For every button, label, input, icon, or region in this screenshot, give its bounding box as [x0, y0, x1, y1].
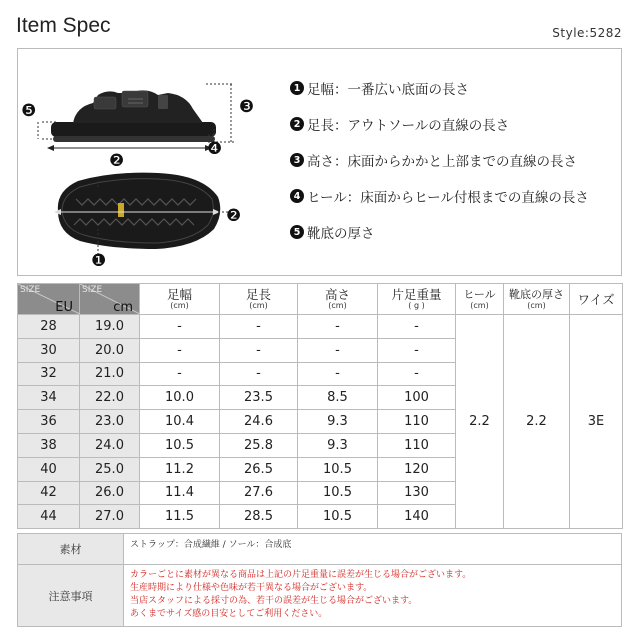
cell-length: - [220, 338, 298, 362]
column-header-wise: ワイズ [570, 284, 623, 315]
marker-4-icon: ❹ [207, 139, 223, 159]
cell-eu: 40 [18, 457, 80, 481]
column-header-heel: ヒール (cm) [456, 284, 504, 315]
cell-heel: 2.2 [456, 315, 504, 529]
cell-height: 9.3 [298, 410, 378, 434]
cell-eu: 38 [18, 433, 80, 457]
cell-width: 10.0 [140, 386, 220, 410]
legend-item [290, 106, 589, 142]
legend-number-badge: 5 [290, 225, 304, 239]
cell-eu: 42 [18, 481, 80, 505]
cell-weight: 130 [378, 481, 456, 505]
cell-cm: 22.0 [80, 386, 140, 410]
sandal-side-view [51, 90, 216, 142]
notes-label: 注意事項 [18, 565, 124, 627]
cell-eu: 44 [18, 505, 80, 529]
marker-2-icon: ❷ [109, 151, 125, 171]
legend-number-badge: 1 [290, 81, 304, 95]
legend-text: 高さ：床面からかかと上部までの直線の長さ [307, 154, 577, 170]
legend-number-badge: 4 [290, 189, 304, 203]
legend-item [290, 214, 589, 250]
cell-eu: 30 [18, 338, 80, 362]
legend-text: 足幅：一番広い底面の長さ [307, 82, 469, 98]
cell-height: - [298, 338, 378, 362]
cell-height: 10.5 [298, 481, 378, 505]
size-eu-header-bottom: EU [55, 300, 73, 315]
material-value: ストラップ：合成繊維 / ソール：合成底 [124, 534, 622, 565]
cell-cm: 24.0 [80, 433, 140, 457]
cell-eu: 34 [18, 386, 80, 410]
cell-width: 11.5 [140, 505, 220, 529]
marker-5-icon: ❺ [21, 101, 37, 121]
cell-length: - [220, 362, 298, 386]
cell-length: 24.6 [220, 410, 298, 434]
cell-length: 28.5 [220, 505, 298, 529]
cell-weight: 110 [378, 410, 456, 434]
cell-width: - [140, 362, 220, 386]
cell-cm: 23.0 [80, 410, 140, 434]
legend-item [290, 70, 589, 106]
size-cm-header [80, 284, 140, 315]
column-header-sole: 靴底の厚さ (cm) [504, 284, 570, 315]
column-header-width: 足幅 (cm) [140, 284, 220, 315]
size-cm-header-bottom: cm [113, 300, 133, 315]
cell-length: 26.5 [220, 457, 298, 481]
legend-number-badge: 2 [290, 117, 304, 131]
size-eu-header-top: SIZE [20, 285, 41, 295]
cell-height: 8.5 [298, 386, 378, 410]
cell-wise: 3E [570, 315, 623, 529]
cell-height: - [298, 315, 378, 339]
cell-weight: 140 [378, 505, 456, 529]
legend-item [290, 142, 589, 178]
material-label: 素材 [18, 534, 124, 565]
size-table [17, 283, 623, 529]
legend-item [290, 178, 589, 214]
marker-1-icon: ❶ [91, 251, 107, 271]
legend-number-badge: 3 [290, 153, 304, 167]
legend-text: 靴底の厚さ [307, 226, 375, 242]
cell-width: 10.4 [140, 410, 220, 434]
column-header-height: 高さ (cm) [298, 284, 378, 315]
cell-eu: 32 [18, 362, 80, 386]
cell-cm: 27.0 [80, 505, 140, 529]
cell-width: 11.4 [140, 481, 220, 505]
cell-width: - [140, 315, 220, 339]
notes-value [124, 565, 622, 627]
cell-length: 27.6 [220, 481, 298, 505]
note-line: カラーごとに素材が異なる商品は上記の片足重量に誤差が生じる場合がございます。 [130, 570, 472, 580]
legend-text: ヒール：床面からヒール付根までの直線の長さ [307, 190, 589, 206]
legend-text: 足長：アウトソールの直線の長さ [307, 118, 510, 134]
cell-width: 10.5 [140, 433, 220, 457]
cell-height: - [298, 362, 378, 386]
cell-length: - [220, 315, 298, 339]
cell-weight: - [378, 315, 456, 339]
cell-cm: 26.0 [80, 481, 140, 505]
cell-cm: 21.0 [80, 362, 140, 386]
cell-length: 25.8 [220, 433, 298, 457]
sandal-sole-view [58, 173, 220, 249]
style-code: Style:5282 [552, 26, 622, 40]
cell-eu: 28 [18, 315, 80, 339]
size-eu-header [18, 284, 80, 315]
cell-weight: 120 [378, 457, 456, 481]
cell-height: 10.5 [298, 457, 378, 481]
notes-row [18, 565, 622, 627]
cell-width: - [140, 338, 220, 362]
cell-weight: 110 [378, 433, 456, 457]
page-title: Item Spec [16, 14, 111, 37]
cell-weight: - [378, 338, 456, 362]
note-line: 生産時期により仕様や色味が若干異なる場合がございます。 [130, 583, 373, 593]
column-header-length: 足長 (cm) [220, 284, 298, 315]
marker-2-icon: ❷ [226, 206, 242, 226]
cell-sole: 2.2 [504, 315, 570, 529]
cell-cm: 19.0 [80, 315, 140, 339]
cell-length: 23.5 [220, 386, 298, 410]
table-row [18, 315, 623, 339]
column-header-weight: 片足重量 ( g ) [378, 284, 456, 315]
note-line: 当店スタッフによる採寸の為、若干の誤差が生じる場合がございます。 [130, 596, 418, 606]
info-table [17, 533, 622, 627]
note-line: あくまでサイズ感の目安としてご利用ください。 [130, 609, 328, 619]
material-row [18, 534, 622, 565]
cell-height: 10.5 [298, 505, 378, 529]
cell-cm: 25.0 [80, 457, 140, 481]
table-header-row [18, 284, 623, 315]
cell-weight: 100 [378, 386, 456, 410]
cell-weight: - [378, 362, 456, 386]
measurement-legend [290, 70, 589, 250]
cell-eu: 36 [18, 410, 80, 434]
marker-3-icon: ❸ [239, 97, 255, 117]
cell-height: 9.3 [298, 433, 378, 457]
size-cm-header-top: SIZE [82, 285, 103, 295]
cell-cm: 20.0 [80, 338, 140, 362]
cell-width: 11.2 [140, 457, 220, 481]
